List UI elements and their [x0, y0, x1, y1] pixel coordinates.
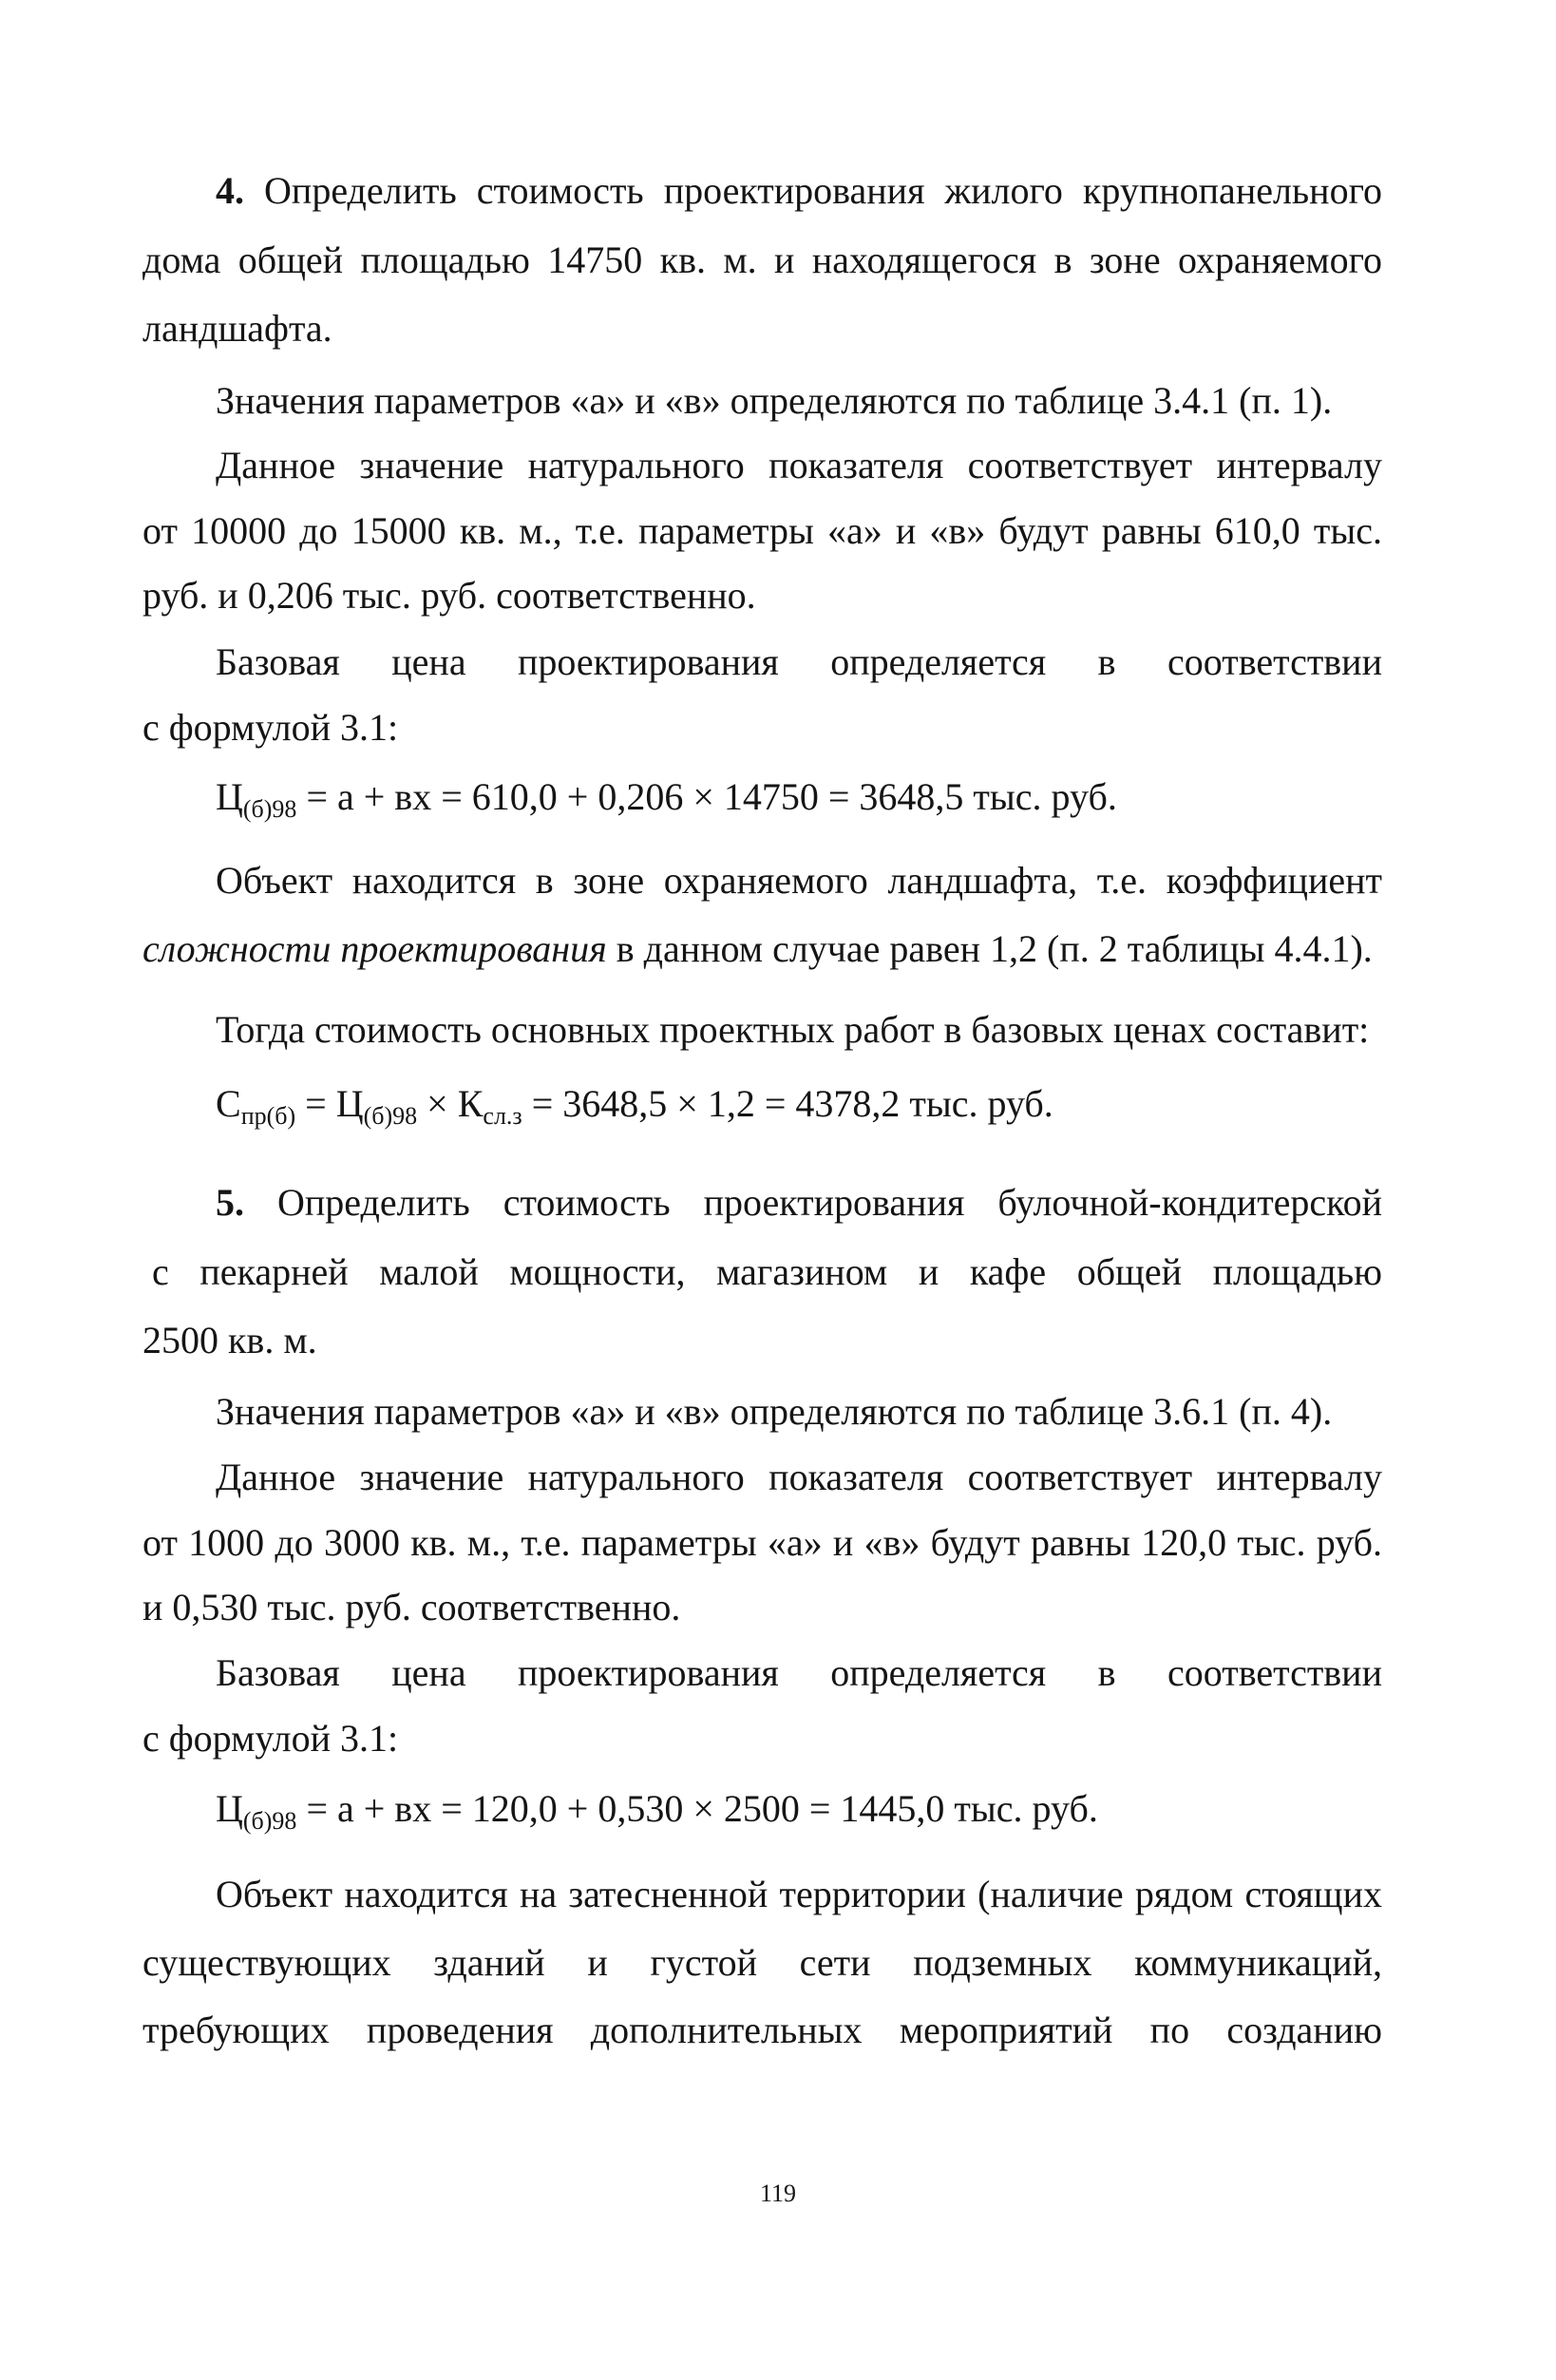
task5-interval-line1: Данное значение натурального показателя соответствует интервалу	[216, 1456, 1382, 1498]
page-number: 119	[759, 2180, 797, 2207]
task5-base-price-line2: с формулой 3.1:	[142, 1717, 399, 1760]
task5-heading-line3: 2500 кв. м.	[142, 1319, 317, 1361]
formula-expression: = а + вх = 120,0 + 0,530 × 2500 = 1445,0 тыс. руб.	[296, 1787, 1098, 1830]
task4-interval-line2: от 10000 до 15000 кв. м., т.е. параметры «а» и «в» будут равны 610,0 тыс.	[142, 509, 1382, 552]
task5-heading-line1	[216, 1180, 1382, 1226]
complexity-text: в данном случае равен 1,2 (п. 2 таблицы 4.4.1).	[606, 927, 1373, 970]
task5-interval-line3: и 0,530 тыс. руб. соответственно.	[142, 1586, 681, 1628]
task5-heading-text: Определить стоимость проектирования булочной-кондитерской	[277, 1181, 1382, 1224]
task4-interval-line1: Данное значение натурального показателя соответствует интервалу	[216, 444, 1382, 486]
task5-params-source: Значения параметров «а» и «в» определяются по таблице 3.6.1 (п. 4).	[216, 1390, 1333, 1433]
task4-heading-line3: ландшафта.	[142, 307, 332, 350]
formula-subscript: пр(б)	[240, 1102, 296, 1130]
task4-base-price-line2: с формулой 3.1:	[142, 706, 399, 749]
task4-formula-total	[216, 1081, 1053, 1130]
task4-formula-base-price	[216, 774, 1117, 823]
formula-subscript: (б)98	[363, 1102, 418, 1130]
task5-number: 5.	[216, 1181, 244, 1224]
formula-part: × К	[417, 1082, 484, 1125]
task5-formula-base-price	[216, 1786, 1098, 1835]
formula-symbol: Ц	[216, 1787, 243, 1830]
formula-symbol: С	[216, 1082, 241, 1125]
formula-subscript: сл.з	[483, 1102, 522, 1130]
task4-base-price-line1: Базовая цена проектирования определяется в соответствии	[216, 640, 1382, 683]
task5-interval-line2: от 1000 до 3000 кв. м., т.е. параметры «а» и «в» будут равны 120,0 тыс. руб.	[142, 1521, 1382, 1564]
task4-interval-line3: руб. и 0,206 тыс. руб. соответственно.	[142, 574, 756, 617]
task4-heading-line1	[216, 168, 1382, 214]
italic-term: сложности проектирования	[142, 927, 607, 970]
formula-symbol: Ц	[216, 775, 243, 818]
task5-heading-line2: с пекарней малой мощности, магазином и кафе общей площадью	[152, 1250, 1382, 1293]
task4-heading-line2: дома общей площадью 14750 кв. м. и находящегося в зоне охраняемого	[142, 238, 1382, 281]
formula-expression: = 3648,5 × 1,2 = 4378,2 тыс. руб.	[522, 1082, 1053, 1125]
task4-params-source: Значения параметров «а» и «в» определяются по таблице 3.4.1 (п. 1).	[216, 379, 1333, 422]
task5-base-price-line1: Базовая цена проектирования определяется в соответствии	[216, 1651, 1382, 1694]
task5-territory-line1: Объект находится на затесненной территории (наличие рядом стоящих	[216, 1873, 1382, 1915]
task5-territory-line3: требующих проведения дополнительных мероприятий по созданию	[142, 2009, 1382, 2051]
formula-subscript: (б)98	[242, 795, 297, 823]
task4-complexity-line2	[142, 926, 1382, 972]
task4-total-intro: Тогда стоимость основных проектных работ в базовых ценах составит:	[216, 1008, 1370, 1051]
task4-number: 4.	[216, 169, 244, 212]
task4-heading-text: Определить стоимость проектирования жилого крупнопанельного	[264, 169, 1382, 212]
task5-territory-line2: существующих зданий и густой сети подземных коммуникаций,	[142, 1941, 1382, 1984]
formula-expression: = а + вх = 610,0 + 0,206 × 14750 = 3648,5 тыс. руб.	[296, 775, 1117, 818]
formula-part: = Ц	[295, 1082, 364, 1125]
formula-subscript: (б)98	[242, 1807, 297, 1835]
task4-complexity-line1: Объект находится в зоне охраняемого ландшафта, т.е. коэффициент	[216, 859, 1382, 902]
